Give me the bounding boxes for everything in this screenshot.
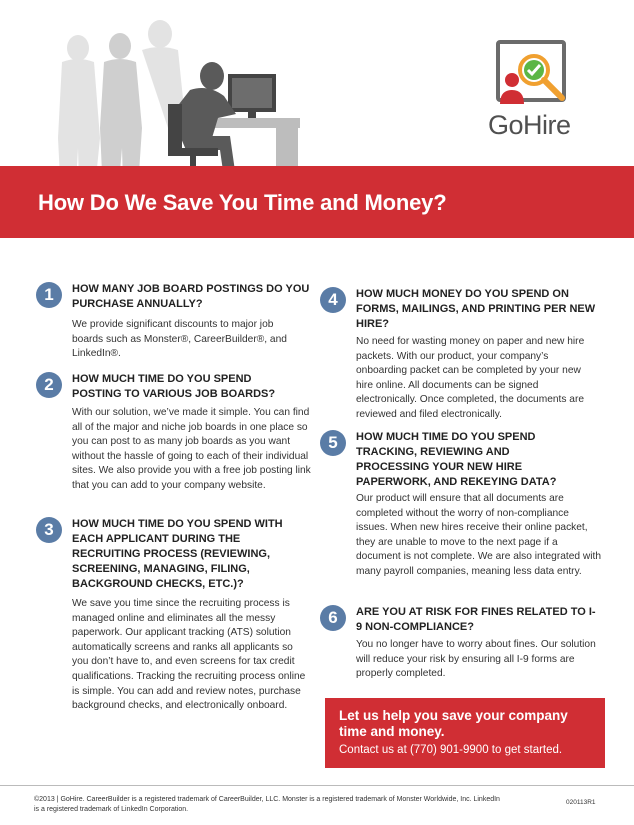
question-title: HOW MUCH MONEY DO YOU SPEND ON FORMS, MAILINGS, AND PRINTING PER NEW HIRE? [356,288,596,330]
footer-divider [0,785,634,786]
question-number-badge: 1 [36,282,62,308]
question-body: Our product will ensure that all documents are completed without the worry of non-compliance issues. When new hires receive their online packet, they are unable to move to the next page if a document is not complete. We are also integrated with many payroll companies, meaning less data entry. [356,493,602,577]
question-title: HOW MUCH TIME DO YOU SPEND WITH EACH APPLICANT DURING THE RECRUITING PROCESS (REVIEWING, SCREENING, MANAGING, FILING, BACKGROUND CHECKS, ETC.)? [72,518,283,590]
question-body: No need for wasting money on paper and new hire packets. With our product, your company’s onboarding packet can be completed by your new hire online. All documents can be signed electronically. Once completed, the documents are reviewed and filed electronically. [356,336,585,420]
question-body: You no longer have to worry about fines. Our solution will reduce your risk by ensuring all I-9 forms are properly completed. [356,639,596,680]
page-title: How Do We Save You Time and Money? [38,190,447,215]
question-body: We provide significant discounts to major job boards such as Monster®, CareerBuilder®, and LinkedIn®. [72,319,287,360]
question-number-badge: 6 [320,605,346,631]
question-number-badge: 5 [320,430,346,456]
question-title: HOW MUCH TIME DO YOU SPEND POSTING TO VARIOUS JOB BOARDS? [72,373,276,400]
logo-icon [484,38,604,118]
question-title: HOW MANY JOB BOARD POSTINGS DO YOU PURCHASE ANNUALLY? [72,283,310,310]
footer-document-code: 020113R1 [566,799,596,806]
question-title: ARE YOU AT RISK FOR FINES RELATED TO I-9 NON-COMPLIANCE? [356,606,596,633]
logo-wordmark: GoHire [488,110,571,140]
question-body: With our solution, we’ve made it simple. You can find all of the major and niche job boards in one place so you can post to as many job boards as you want without the hassle of going to each of their individual sites. We also provide you with a free job posting link that you can add to your company website. [72,407,311,491]
question-number-badge: 2 [36,372,62,398]
call-to-action-box [325,698,605,768]
cta-title: Let us help you save your company time and money. [339,708,568,739]
footer-legal: ©2013 | GoHire. CareerBuilder is a registered trademark of CareerBuilder, LLC. Monster is a registered trademark of Monster Worldwide, Inc. LinkedIn is a registered trademark of LinkedIn Corporation. [34,796,500,813]
cta-contact: Contact us at (770) 901-9900 to get started. [339,744,563,756]
question-number-badge: 3 [36,517,62,543]
question-body: We save you time since the recruiting process is managed online and eliminates all the messy paperwork. Our applicant tracking (ATS) solution automatically screens and ranks all applicants so you don’t have to, and even screens for tax credit qualifications. Tracking the recruiting process online is simple. You can add and review notes, purchase background checks, and electronically onboard. [72,598,306,712]
title-banner [0,166,634,238]
question-number-badge: 4 [320,287,346,313]
question-title: HOW MUCH TIME DO YOU SPEND TRACKING, REVIEWING AND PROCESSING YOUR NEW HIRE PAPERWORK, AND REKEYING DATA? [356,431,557,488]
